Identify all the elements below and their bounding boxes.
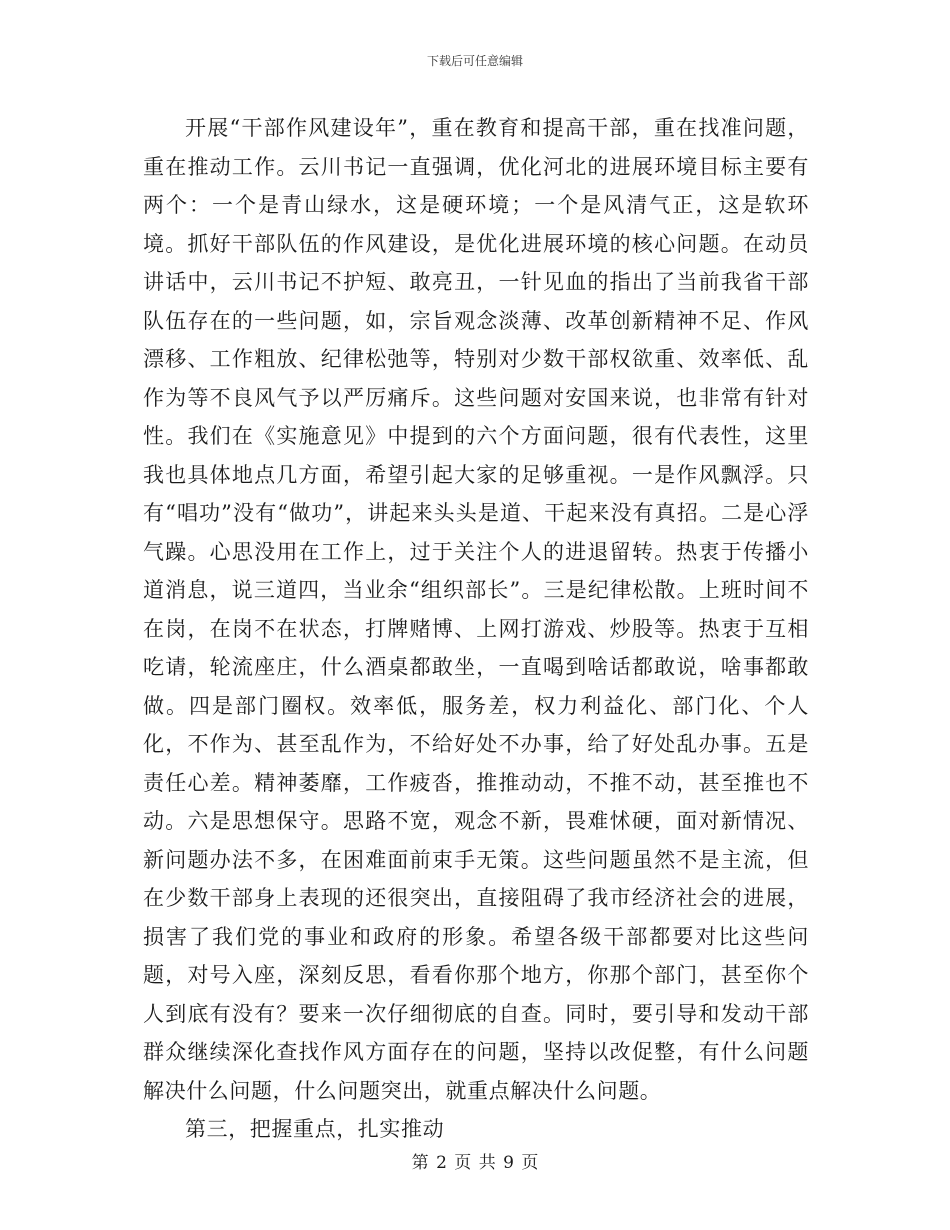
section-heading-paragraph: 第三，把握重点，扎实推动 [185,1117,445,1141]
page-number-footer: 第 2 页 共 9 页 [411,1153,539,1173]
document-body [143,109,809,1149]
page-header: 下载后可任意编辑 [426,54,523,68]
body-paragraph: 开展“干部作风建设年”，重在教育和提高干部，重在找准问题，重在推动工作。云川书记一直强调，优化河北的进展环境目标主要有两个：一个是青山绿水，这是硬环境；一个是风清气正，这是软环境。抓好干部队伍的作风建设，是优化进展环境的核心问题。在动员讲话中，云川书记不护短、敢亮丑，一针见血的指出了当前我省干部队伍存在的一些问题，如，宗旨观念淡薄、改革创新精神不足、作风漂移、工作粗放、纪律松弛等，特别对少数干部权欲重、效率低、乱作为等不良风气予以严厉痛斥。这些问题对安国来说，也非常有针对性。我们在《实施意见》中提到的六个方面问题，很有代表性，这里我也具体地点几方面，希望引起大家的足够重视。一是作风飘浮。只有“唱功”没有“做功”，讲起来头头是道、干起来没有真招。二是心浮气躁。心思没用在工作上，过于关注个人的进退留转。热衷于传播小道消息，说三道四，当业余“组织部长”。三是纪律松散。上班时间不在岗，在岗不在状态，打牌赌博、上网打游戏、炒股等。热衷于互相吃请，轮流座庄，什么酒桌都敢坐，一直喝到啥话都敢说，啥事都敢做。四是部门圈权。效率低，服务差，权力利益化、部门化、个人化，不作为、甚至乱作为，不给好处不办事，给了好处乱办事。五是责任心差。精神萎靡，工作疲沓，推推动动，不推不动，甚至推也不动。六是思想保守。思路不宽，观念不新，畏难怵硬，面对新情况、新问题办法不多，在困难面前束手无策。这些问题虽然不是主流，但在少数干部身上表现的还很突出，直接阻碍了我市经济社会的进展，损害了我们党的事业和政府的形象。希望各级干部都要对比这些问题，对号入座，深刻反思，看看你那个地方，你那个部门，甚至你个人到底有没有？要来一次仔细彻底的自查。同时，要引导和发动干部群众继续深化查找作风方面存在的问题，坚持以改促整，有什么问题解决什么问题，什么问题突出，就重点解决什么问题。 [143,116,809,1103]
